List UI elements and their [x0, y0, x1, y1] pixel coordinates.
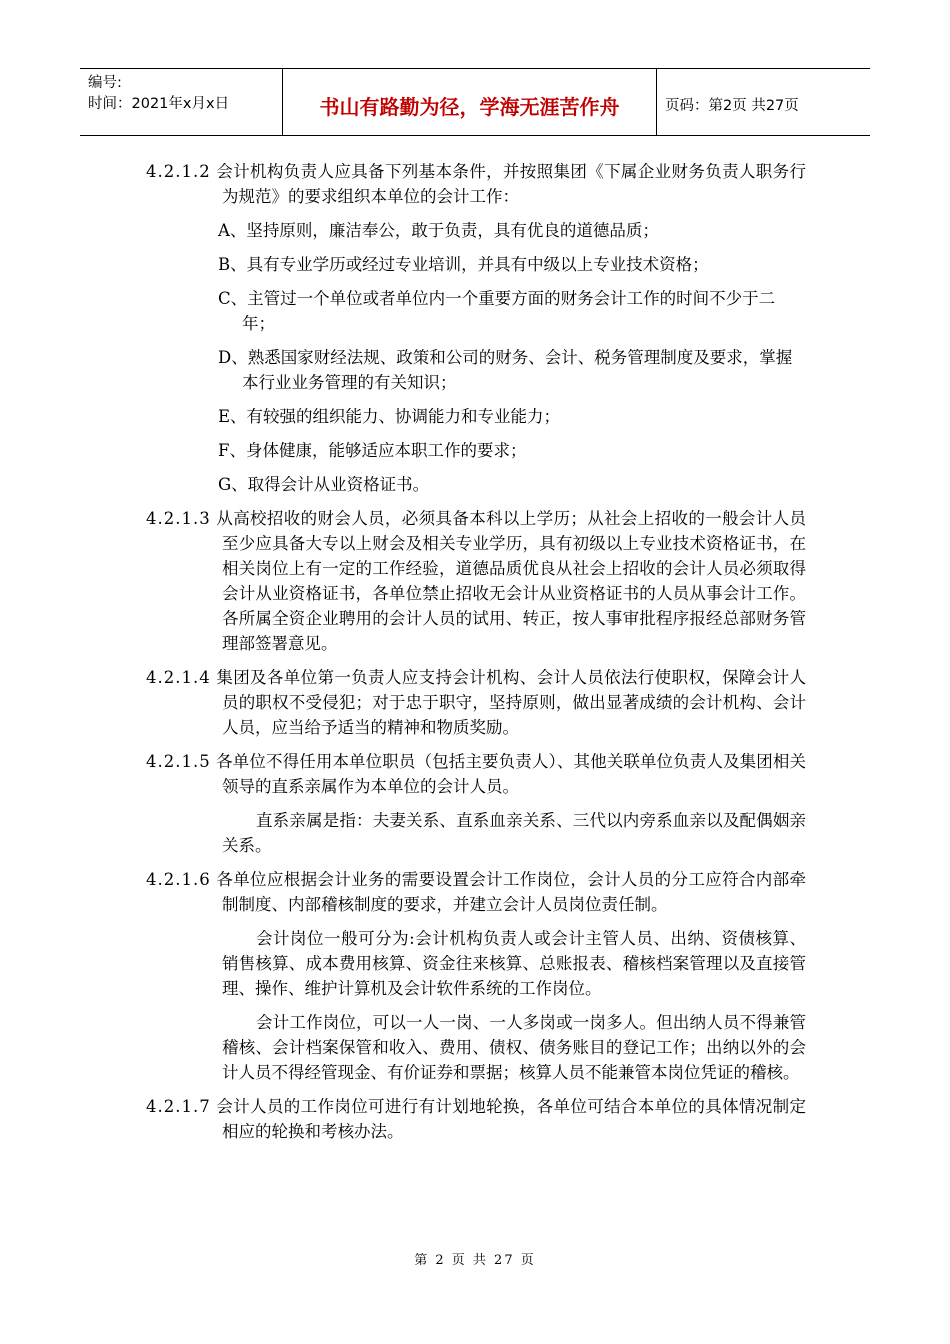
list-item: B、具有专业学历或经过专业培训，并具有中级以上专业技术资格；	[218, 255, 709, 274]
list-item: A、坚持原则，廉洁奉公，敢于负责，具有优良的道德品质；	[218, 221, 659, 240]
section-number: 4.2.1.4	[146, 668, 211, 687]
section-text: 各单位不得任用本单位职员（包括主要负责人）、其他关联单位负责人及集团相关领导的直系亲属作为本单位的会计人员。	[216, 752, 807, 796]
header-meta	[80, 69, 283, 135]
indented-paragraph: 直系亲属是指：夫妻关系、直系血亲关系、三代以内旁系血亲以及配偶姻亲关系。	[222, 811, 806, 855]
section-text: 集团及各单位第一负责人应支持会计机构、会计人员依法行使职权，保障会计人员的职权不受侵犯；对于忠于职守，坚持原则，做出显著成绩的会计机构、会计人员，应当给予适当的精神和物质奖励。	[216, 668, 807, 737]
indented-paragraph: 会计岗位一般可分为:会计机构负责人或会计主管人员、出纳、资债核算、销售核算、成本费用核算、资金往来核算、总账报表、稽核档案管理以及直接管理、操作、维护计算机及会计软件系统的工作岗位。	[222, 929, 806, 998]
date-label: 时间：2021年x月x日	[88, 96, 230, 112]
list-item: C、主管过一个单位或者单位内一个重要方面的财务会计工作的时间不少于二年；	[218, 289, 776, 333]
section-number: 4.2.1.2	[146, 162, 211, 181]
list-item: D、熟悉国家财经法规、政策和公司的财务、会计、税务管理制度及要求，掌握本行业业务管理的有关知识；	[218, 348, 793, 392]
list-item: G、取得会计从业资格证书。	[218, 475, 430, 494]
header-page-label: 页码：第2页 共27页	[665, 97, 799, 114]
list-item: F、身体健康，能够适应本职工作的要求；	[218, 441, 527, 460]
section-4-2-1-2	[146, 159, 806, 209]
document-body	[146, 159, 806, 1153]
section-4-2-1-6	[146, 867, 806, 917]
list-item: E、有较强的组织能力、协调能力和专业能力；	[218, 407, 561, 426]
section-4-2-1-7	[146, 1094, 806, 1144]
section-text: 会计人员的工作岗位可进行有计划地轮换，各单位可结合本单位的具体情况制定相应的轮换和考核办法。	[216, 1097, 807, 1141]
section-4-2-1-3	[146, 506, 806, 656]
section-number: 4.2.1.5	[146, 752, 211, 771]
page-footer: 第 2 页 共 27 页	[414, 1253, 536, 1268]
section-number: 4.2.1.6	[146, 870, 211, 889]
section-4-2-1-5	[146, 749, 806, 799]
section-number: 4.2.1.7	[146, 1097, 211, 1116]
section-number: 4.2.1.3	[146, 509, 211, 528]
header-motto: 书山有路勤为径，学海无涯苦作舟	[283, 69, 657, 135]
section-text: 各单位应根据会计业务的需要设置会计工作岗位，会计人员的分工应符合内部牵制制度、内部稽核制度的要求，并建立会计人员岗位责任制。	[216, 870, 807, 914]
indented-paragraph: 会计工作岗位，可以一人一岗、一人多岗或一岗多人。但出纳人员不得兼管稽核、会计档案保管和收入、费用、债权、债务账目的登记工作；出纳以外的会计人员不得经管现金、有价证券和票据；核算人员不能兼管本岗位凭证的稽核。	[222, 1013, 806, 1082]
section-text: 从高校招收的财会人员，必须具备本科以上学历；从社会上招收的一般会计人员至少应具备大专以上财会及相关专业学历，具有初级以上专业技术资格证书，在相关岗位上有一定的工作经验，道德品质优良从社会上招收的会计人员必须取得会计从业资格证书，各单位禁止招收无会计从业资格证书的人员从事会计工作。各所属全资企业聘用的会计人员的试用、转正，按人事审批程序报经总部财务管理部签署意见。	[216, 509, 807, 653]
code-label: 编号:	[88, 75, 122, 91]
section-4-2-1-4	[146, 665, 806, 740]
page-header	[80, 68, 870, 136]
section-text: 会计机构负责人应具备下列基本条件，并按照集团《下属企业财务负责人职务行为规范》的要求组织本单位的会计工作：	[216, 162, 807, 206]
